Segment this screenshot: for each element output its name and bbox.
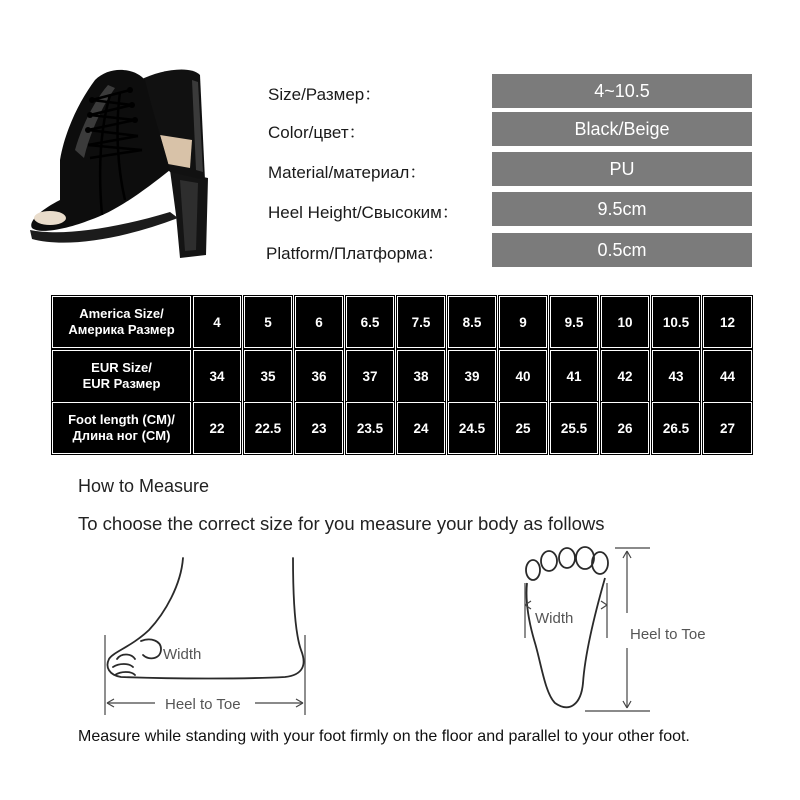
- spec-heel-row: [0, 192, 800, 226]
- top-length-label: Heel to Toe: [630, 626, 706, 643]
- header-line: Foot length (CM)/: [68, 412, 175, 427]
- size-cell: 8.5: [448, 296, 496, 348]
- spec-material-value: PU: [492, 152, 752, 186]
- size-cell: 26.5: [652, 402, 700, 454]
- size-cell: 6.5: [346, 296, 394, 348]
- side-length-label: Heel to Toe: [165, 696, 241, 713]
- size-cell: 36: [295, 350, 343, 402]
- size-row-header: [52, 350, 191, 402]
- size-cell: 39: [448, 350, 496, 402]
- size-cell: 22: [193, 402, 241, 454]
- size-cell: 34: [193, 350, 241, 402]
- size-cell: 23: [295, 402, 343, 454]
- size-cell: 26: [601, 402, 649, 454]
- spec-size-label: Size/Размер：: [268, 85, 382, 104]
- size-row-header: [52, 296, 191, 348]
- size-chart-table: [50, 294, 754, 456]
- size-cell: 23.5: [346, 402, 394, 454]
- spec-color-row: [0, 112, 800, 146]
- header-line: Америка Размер: [68, 322, 175, 337]
- size-cell: 9: [499, 296, 547, 348]
- measure-title: How to Measure: [78, 476, 210, 496]
- size-cell: 9.5: [550, 296, 598, 348]
- size-cell: 12: [703, 296, 752, 348]
- spec-material-row: [0, 152, 800, 186]
- header-line: EUR Size/: [91, 360, 152, 375]
- measure-note: Measure while standing with your foot firmly on the floor and parallel to your other foot.: [78, 728, 690, 745]
- size-row-header: [52, 402, 191, 454]
- size-cell: 42: [601, 350, 649, 402]
- spec-heel-label: Heel Height/Свысоким：: [268, 203, 459, 222]
- spec-platform-label: Platform/Платформа：: [266, 244, 445, 263]
- size-cell: 6: [295, 296, 343, 348]
- header-line: America Size/: [79, 306, 164, 321]
- spec-color-label: Color/цвет：: [268, 123, 366, 142]
- spec-color-value: Black/Beige: [492, 112, 752, 146]
- size-row-foot-length: [50, 402, 754, 454]
- size-cell: 7.5: [397, 296, 445, 348]
- spec-size-row: [0, 74, 800, 108]
- size-cell: 38: [397, 350, 445, 402]
- size-cell: 10: [601, 296, 649, 348]
- spec-platform-value: 0.5cm: [492, 233, 752, 267]
- header-line: EUR Размер: [82, 376, 161, 391]
- size-cell: 35: [244, 350, 292, 402]
- size-cell: 40: [499, 350, 547, 402]
- size-cell: 25: [499, 402, 547, 454]
- side-foot-diagram: [95, 555, 320, 720]
- side-width-label: Width: [163, 646, 202, 663]
- size-cell: 41: [550, 350, 598, 402]
- size-cell: 37: [346, 350, 394, 402]
- size-cell: 22.5: [244, 402, 292, 454]
- size-cell: 25.5: [550, 402, 598, 454]
- size-cell: 43: [652, 350, 700, 402]
- size-cell: 27: [703, 402, 752, 454]
- spec-size-value: 4~10.5: [492, 74, 752, 108]
- size-cell: 24.5: [448, 402, 496, 454]
- spec-material-label: Material/материал：: [268, 163, 427, 182]
- header-line: Длина ног (CM): [72, 428, 171, 443]
- top-width-label: Width: [535, 610, 574, 627]
- size-cell: 4: [193, 296, 241, 348]
- size-row-eur: [50, 350, 754, 402]
- size-cell: 5: [244, 296, 292, 348]
- top-foot-diagram: [515, 543, 735, 718]
- spec-heel-value: 9.5cm: [492, 192, 752, 226]
- size-cell: 10.5: [652, 296, 700, 348]
- size-cell: 24: [397, 402, 445, 454]
- measure-subtitle: To choose the correct size for you measure your body as follows: [78, 513, 605, 534]
- size-cell: 44: [703, 350, 752, 402]
- size-row-us: [50, 296, 754, 348]
- spec-platform-row: [0, 233, 800, 267]
